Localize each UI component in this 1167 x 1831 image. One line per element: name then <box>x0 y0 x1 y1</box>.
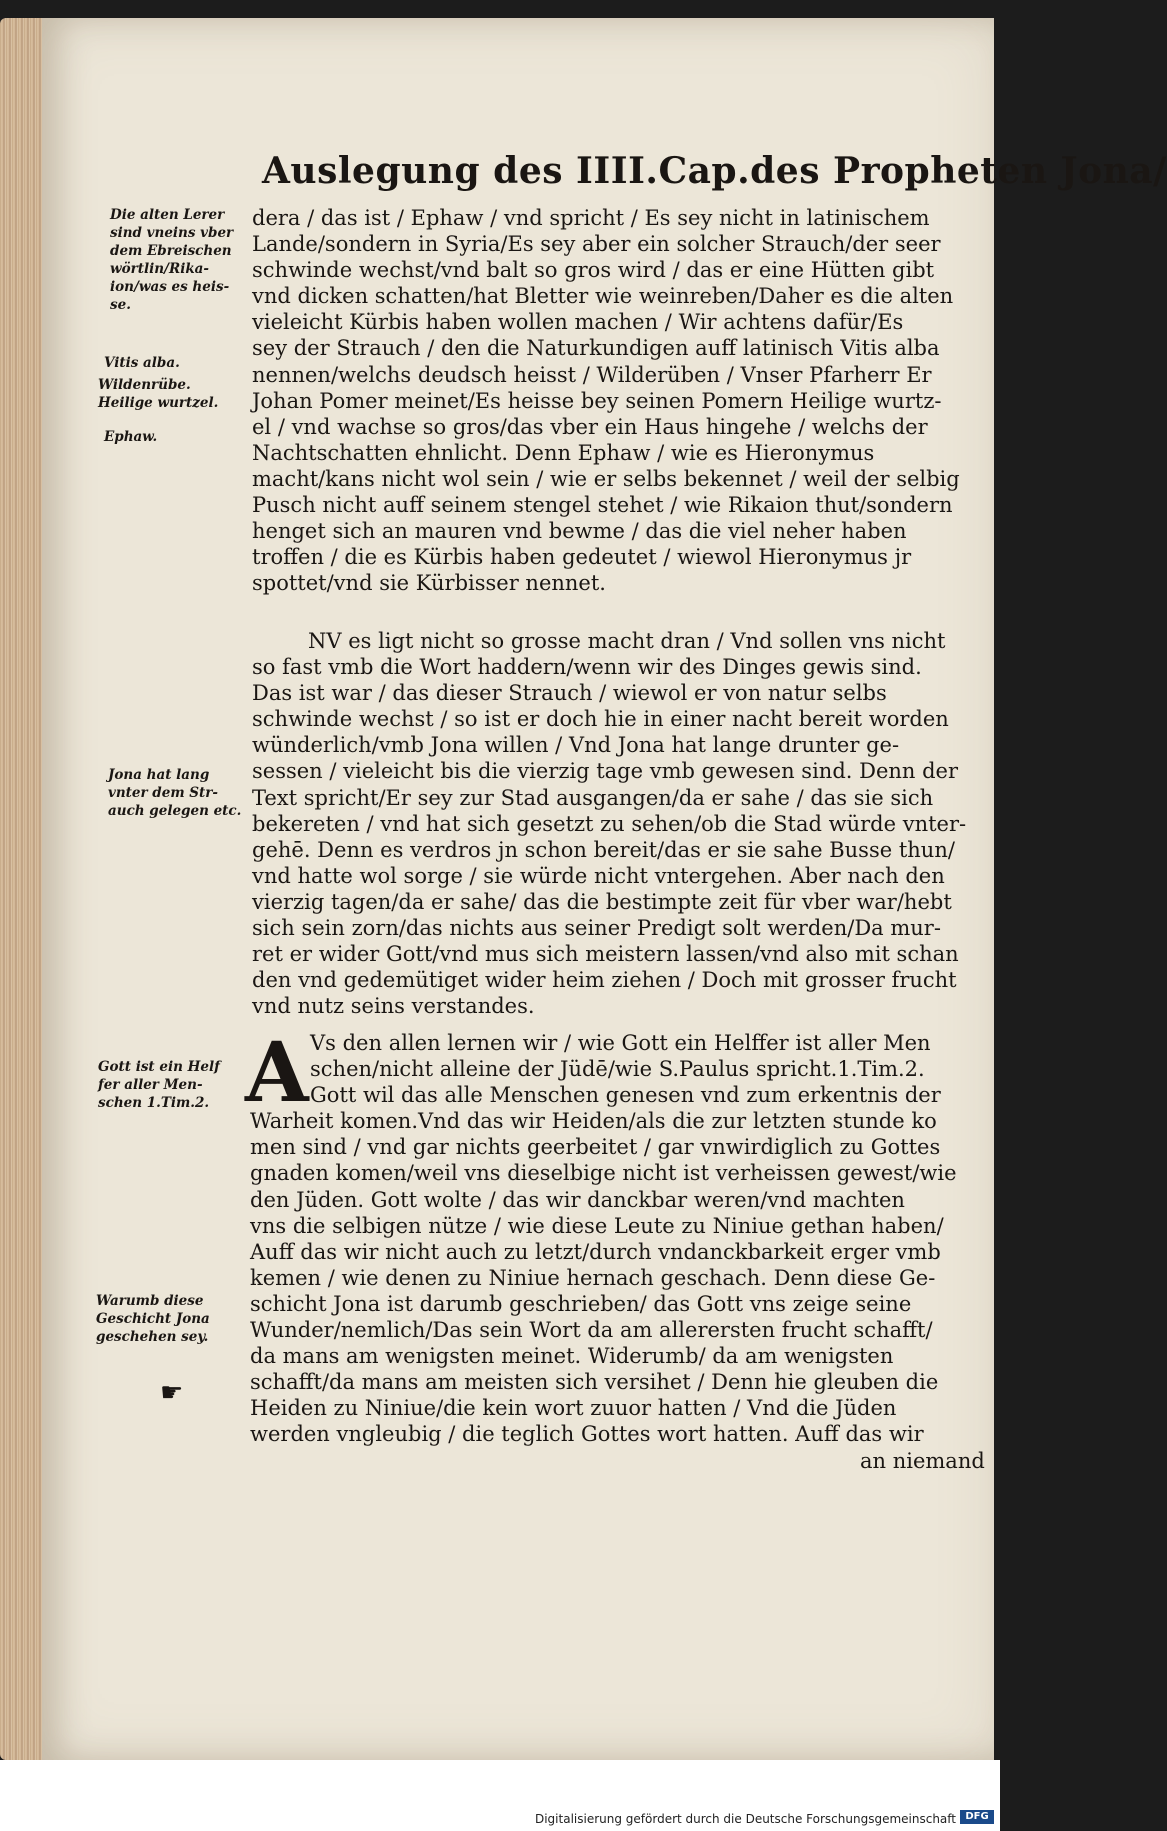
text-line: bekereten / vnd hat sich gesetzt zu sehen/ob die Stad würde vnter- <box>252 811 967 836</box>
funding-credit: Digitalisierung gefördert durch die Deutsche Forschungsgemeinschaft <box>534 1812 956 1826</box>
margin-note-line: Heilige wurtzel. <box>98 395 219 411</box>
margin-note-gott-helffer <box>98 1058 248 1112</box>
text-line: den vnd gedemütiget wider heim ziehen / Doch mit grosser frucht <box>252 968 957 993</box>
margin-note-line: Die alten Lerer <box>110 207 225 223</box>
drop-cap: A <box>245 1025 309 1121</box>
text-line: vnd hatte wol sorge / sie würde nicht vntergehen. Aber nach den <box>252 863 945 888</box>
footer <box>0 1760 1000 1831</box>
text-line: Warheit komen.Vnd das wir Heiden/als die zur letzten stunde ko <box>250 1109 937 1134</box>
text-line: vierzig tagen/da er sahe/ das die bestimpte zeit für vber war/hebt <box>252 889 952 914</box>
margin-note-line: auch gelegen etc. <box>108 803 242 819</box>
text-line: sessen / vieleicht bis die vierzig tage vmb gewesen sind. Denn der <box>252 759 959 784</box>
book-edge <box>0 18 46 1760</box>
text-line: Text spricht/Er sey zur Stad ausgangen/da er sahe / das sie sich <box>252 785 934 810</box>
margin-note-ephaw <box>104 428 254 446</box>
text-line: schafft/da mans am meisten sich versihet / Denn hie gleuben die <box>250 1370 939 1395</box>
margin-note-line: sind vneins vber <box>110 225 234 241</box>
text-line: sey der Strauch / den die Naturkundigen auff latinisch Vitis alba <box>252 336 940 361</box>
text-line: Gott wil das alle Menschen genesen vnd zum erkentnis der <box>310 1083 941 1108</box>
text-line: troffen / die es Kürbis haben gedeutet / wiewol Hieronymus jr <box>252 545 912 570</box>
margin-note-line: dem Ebreischen <box>110 243 232 259</box>
margin-note-line: Jona hat lang <box>108 767 210 783</box>
text-line: schicht Jona ist darumb geschrieben/ das Gott vns zeige seine <box>250 1291 912 1316</box>
text-line: vnd dicken schatten/hat Bletter wie weinreben/Daher es die alten <box>252 284 954 309</box>
paragraph-3 <box>250 1030 985 1474</box>
text-line: dera / das ist / Ephaw / vnd spricht / Es sey nicht in latinischem <box>252 206 930 230</box>
text-line: ret er wider Gott/vnd mus sich meistern lassen/vnd also mit schan <box>252 942 959 967</box>
text-line: Das ist war / das dieser Strauch / wiewol er von natur selbs <box>252 681 887 706</box>
text-line: gnaden komen/weil vns dieselbige nicht ist verheissen gewest/wie <box>250 1161 957 1186</box>
text-line: schwinde wechst/vnd balt so gros wird / das er eine Hütten gibt <box>252 258 935 283</box>
margin-note-line: Geschicht Jona <box>96 1311 210 1327</box>
text-line: da mans am wenigsten meinet. Widerumb/ da am wenigsten <box>250 1344 894 1369</box>
margin-note-jona-lang <box>108 766 258 820</box>
page-header: Auslegung des IIII.Cap.des Propheten Jona/ <box>262 150 1167 192</box>
text-line: Vs den allen lernen wir / wie Gott ein Helffer ist aller Men <box>310 1031 931 1055</box>
text-line: Heiden zu Niniue/die kein wort zuuor hatten / Vnd die Jüden <box>250 1396 897 1421</box>
margin-note-wildenruebe <box>98 376 248 412</box>
text-line: spottet/vnd sie Kürbisser nennet. <box>252 571 606 596</box>
text-line: kemen / wie denen zu Niniue hernach geschach. Denn diese Ge- <box>250 1265 936 1290</box>
margin-note-alte-lerer <box>110 206 260 314</box>
text-line: Wunder/nemlich/Das sein Wort da am allerersten frucht schafft/ <box>250 1318 933 1343</box>
text-line: Johan Pomer meinet/Es heisse bey seinen Pomern Heilige wurtz- <box>252 388 942 413</box>
margin-note-line: Gott ist ein Helf <box>98 1059 220 1075</box>
text-line: macht/kans nicht wol sein / wie er selbs bekennet / weil der selbig <box>252 466 960 491</box>
margin-note-line: Wildenrübe. <box>98 377 191 393</box>
text-line: Nachtschatten ehnlicht. Denn Ephaw / wie es Hieronymus <box>252 440 875 465</box>
paragraph-1 <box>252 205 960 596</box>
text-line: men sind / vnd gar nichts geerbeitet / gar vnwirdiglich zu Gottes <box>250 1135 941 1160</box>
text-line: schwinde wechst / so ist er doch hie in einer nacht bereit worden <box>252 707 949 732</box>
text-line: Auff das wir nicht auch zu letzt/durch vndanckbarkeit erger vmb <box>250 1239 941 1264</box>
text-line: wünderlich/vmb Jona willen / Vnd Jona hat lange drunter ge- <box>252 733 900 758</box>
text-line: werden vngleubig / die teglich Gottes wort hatten. Auff das wir <box>250 1422 924 1447</box>
margin-note-warumb <box>96 1292 246 1346</box>
text-line: vns die selbigen nütze / wie diese Leute zu Niniue gethan haben/ <box>250 1213 944 1238</box>
text-line: Pusch nicht auff seinem stengel stehet / wie Rikaion thut/sondern <box>252 493 953 518</box>
margin-note-line: schen 1.Tim.2. <box>98 1095 210 1111</box>
text-line: nennen/welchs deudsch heisst / Wilderüben / Vnser Pfarherr Er <box>252 362 932 387</box>
text-line: so fast vmb die Wort haddern/wenn wir des Dinges gewis sind. <box>252 655 922 680</box>
margin-note-line: ion/was es heis- <box>110 279 230 295</box>
pointing-hand-icon: ☛ <box>160 1378 184 1408</box>
text-line: schen/nicht alleine der Jüdē/wie S.Paulus spricht.1.Tim.2. <box>310 1057 925 1082</box>
margin-note-line: se. <box>110 297 131 313</box>
margin-note-line: wörtlin/Rika- <box>110 261 210 277</box>
text-line: den Jüden. Gott wolte / das wir danckbar weren/vnd machten <box>250 1187 905 1212</box>
text-line: henget sich an mauren vnd bewme / das die viel neher haben <box>252 519 907 544</box>
margin-note-line: Vitis alba. <box>104 355 180 371</box>
text-line: NV es ligt nicht so grosse macht dran / Vnd sollen vns nicht <box>308 629 946 653</box>
paragraph-2 <box>252 628 967 1019</box>
dfg-logo: DFG <box>960 1810 994 1824</box>
margin-note-line: geschehen sey. <box>96 1329 209 1345</box>
margin-note-line: vnter dem Str- <box>108 785 219 801</box>
text-line: vnd nutz seins verstandes. <box>252 994 535 1019</box>
catchword: an niemand <box>860 1448 985 1473</box>
text-line: sich sein zorn/das nichts aus seiner Predigt solt werden/Da mur- <box>252 916 941 941</box>
text-line: el / vnd wachse so gros/das vber ein Haus hingehe / welchs der <box>252 414 928 439</box>
text-line: vieleicht Kürbis haben wollen machen / Wir achtens dafür/Es <box>252 310 904 335</box>
margin-note-line: Ephaw. <box>104 429 158 445</box>
margin-note-vitis-alba <box>104 354 254 372</box>
text-line: Lande/sondern in Syria/Es sey aber ein solcher Strauch/der seer <box>252 232 941 257</box>
margin-note-line: fer aller Men- <box>98 1077 203 1093</box>
margin-note-line: Warumb diese <box>96 1293 204 1309</box>
text-line: gehē. Denn es verdros jn schon bereit/das er sie sahe Busse thun/ <box>252 837 955 862</box>
